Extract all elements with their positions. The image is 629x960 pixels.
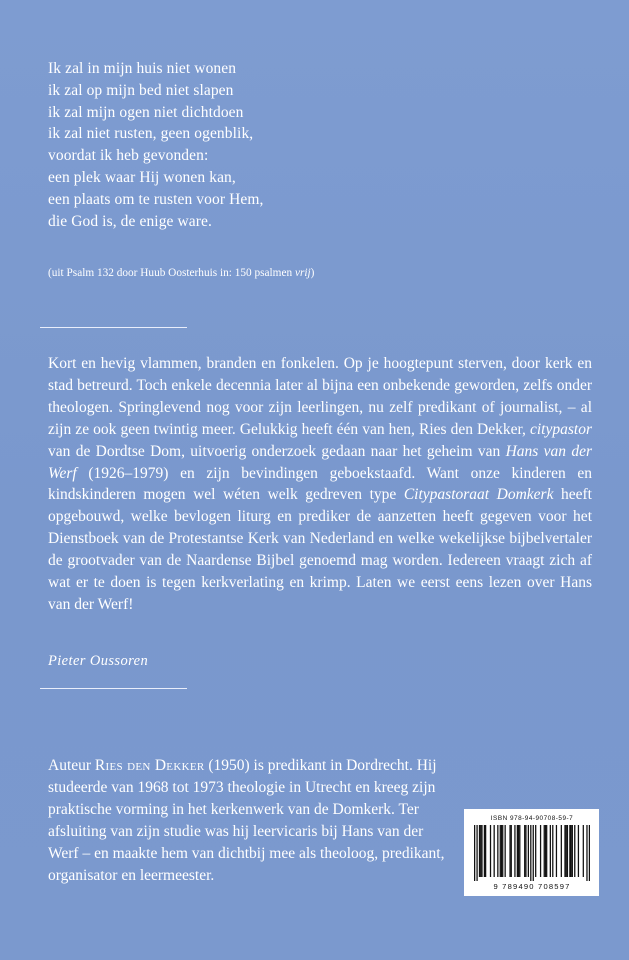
- barcode-bar: [528, 825, 529, 877]
- barcode-bar: [518, 825, 519, 877]
- source-close: ): [310, 267, 315, 279]
- barcode-bar: [497, 825, 498, 877]
- poem-line: ik zal niet rusten, geen ogenblik,: [48, 125, 254, 143]
- barcode-bar: [502, 825, 503, 877]
- barcode-bar: [586, 825, 587, 881]
- divider-top: [40, 327, 187, 328]
- barcode-bar: [505, 825, 506, 877]
- barcode-bar: [561, 825, 562, 877]
- poem-line: Ik zal in mijn huis niet wonen: [48, 60, 237, 77]
- blurb-text: van de Dordtse Dom, uitvoerig onderzoek gedaan naar het geheim van: [48, 442, 506, 460]
- blurb-italic: Citypastoraat Domkerk: [403, 486, 554, 504]
- barcode-bar: [530, 825, 531, 881]
- poem-line: die God is, de enige ware.: [48, 212, 213, 230]
- barcode-bar: [511, 825, 512, 877]
- barcode-bar: [550, 825, 551, 877]
- divider-bottom: [40, 688, 187, 689]
- barcode-bar: [583, 825, 584, 877]
- barcode-bar: [519, 825, 520, 877]
- barcode-bar: [569, 825, 570, 877]
- barcode-bar: [567, 825, 568, 877]
- poem-line: een plek waar Hij wonen kan,: [48, 168, 236, 186]
- barcode-bar: [481, 825, 482, 877]
- barcode-bar: [533, 825, 534, 881]
- source-italic: vrij: [294, 267, 311, 279]
- barcode-bar: [500, 825, 501, 877]
- barcode-bar: [514, 825, 515, 877]
- barcode-bar: [570, 825, 571, 877]
- barcode-bar: [572, 825, 573, 877]
- blurb-italic: Hans van der Werf: [48, 442, 592, 482]
- poem-line: een plaats om te rusten voor Hem,: [48, 190, 264, 208]
- poem-line: voordat ik heb gevonden:: [48, 147, 209, 165]
- barcode-bar: [484, 825, 485, 877]
- barcode-bar: [479, 825, 480, 877]
- barcode-bar: [589, 825, 590, 881]
- barcode-bar: [578, 825, 579, 877]
- author-text: (1950) is predikant in Dordrecht. Hij studeerde van 1968 tot 1973 theologie in Utrecht en kreeg zijn praktische vorming in het kerkenwerk van de Domkerk. Ter afsluiting van zijn studie was hij leervicaris bij Hans van der Werf – en maakte hem van dichtbij mee als theoloog, predikant, organisator en leermeester.: [48, 757, 445, 884]
- poem-line: ik zal mijn ogen niet dichtdoen: [48, 103, 244, 121]
- author-bio: [48, 755, 450, 886]
- barcode-bar: [476, 825, 477, 881]
- barcode-bar: [509, 825, 510, 877]
- barcode-bar: [545, 825, 546, 877]
- author-prefix: Auteur: [48, 757, 95, 774]
- barcode-bar: [490, 825, 491, 877]
- barcode-bar: [494, 825, 495, 877]
- barcode-bar: [546, 825, 547, 877]
- barcode-bar: [574, 825, 575, 877]
- blurb-text: Kort en hevig vlammen, branden en fonkelen. Op je hoogtepunt sterven, door kerk en stad betreurd. Toch enkele decennia later al bijna een onbekende geworden, zelfs onder theologen. Springlevend nog voor zijn leerlingen, nu zelf predikant of journalist, – al zijn ze ook geen twintig meer. Gelukkig heeft één van hen, Ries den Dekker,: [48, 355, 592, 438]
- blurb-paragraph: [48, 353, 592, 616]
- poem-line: ik zal op mijn bed niet slapen: [48, 81, 234, 99]
- poem-source: [48, 266, 588, 280]
- isbn-label: ISBN 978-94-90708-59-7: [490, 815, 574, 822]
- barcode-bar: [474, 825, 475, 881]
- blurb-text: heeft opgebouwd, welke bevlogen liturg en prediker de aanzetten heeft gegeven voor het Dienstboek van de Protestantse Kerk van Nederland en welke wekelijkse bijbelvertaler de grootvader van de Naardense Bijbel genoemd mag worden. Iedereen vraagt zich af wat er te doen is tegen kerkverlating en krimp. Laten we eerst eens lezen over Hans van der Werf!: [48, 486, 592, 613]
- barcode-bar: [540, 825, 541, 877]
- barcode-bar: [517, 825, 518, 877]
- author-name: Ries den Dekker: [94, 757, 205, 774]
- barcode-bar: [501, 825, 502, 877]
- ean-digits: 9 789490 708597: [493, 882, 571, 891]
- poem: [48, 58, 568, 232]
- barcode-bar: [524, 825, 525, 877]
- barcode-bar: [564, 825, 565, 877]
- isbn-barcode: [464, 809, 599, 896]
- barcode-bar: [485, 825, 486, 877]
- barcode-bar: [525, 825, 526, 877]
- barcode-bars: [474, 825, 590, 881]
- barcode-bar: [552, 825, 553, 877]
- barcode-bar: [480, 825, 481, 877]
- blurb-signature: Pieter Oussoren: [48, 653, 149, 669]
- blurb-italic: citypastor: [530, 420, 592, 438]
- barcode-bar: [535, 825, 536, 877]
- barcode-bar: [544, 825, 545, 877]
- source-text: (uit Psalm 132 door Huub Oosterhuis in: 150 psalmen: [48, 267, 295, 279]
- barcode-bar: [566, 825, 567, 877]
- blurb-text: (1926–1979) en zijn bevindingen geboekstaafd. Want onze kinderen en kindskinderen mogen wel wéten welk gedreven type: [48, 464, 592, 504]
- barcode-bar: [556, 825, 557, 877]
